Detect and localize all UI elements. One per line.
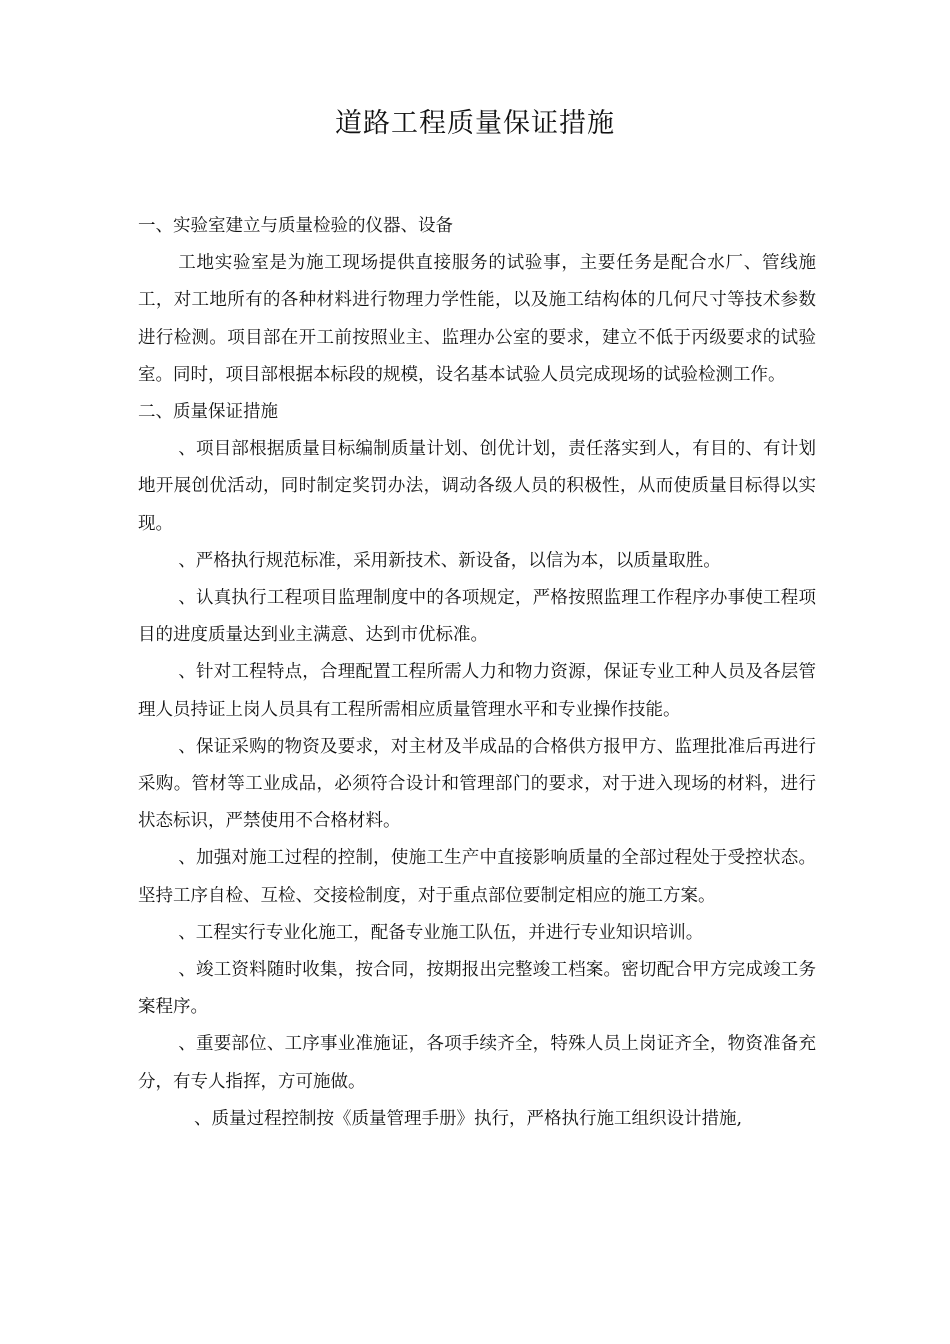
document-body — [138, 208, 816, 1138]
measure-item-8: 、竣工资料随时收集，按合同，按期报出完整竣工档案。密切配合甲方完成竣工务案程序。 — [138, 960, 816, 1018]
measure-item-10: 、质量过程控制按《质量管理手册》执行，严格执行施工组织设计措施, — [194, 1108, 743, 1129]
measure-item-9: 、重要部位、工序事业准施证，各项手续齐全，特殊人员上岗证齐全，物资准备充分，有专人指挥，方可施做。 — [138, 1034, 816, 1092]
document-title: 道路工程质量保证措施 — [335, 108, 615, 139]
section-1-heading: 一、实验室建立与质量检验的仪器、设备 — [138, 216, 453, 236]
section-1-paragraph: 工地实验室是为施工现场提供直接服务的试验事，主要任务是配合水厂、管线施工，对工地所有的各种材料进行物理力学性能，以及施工结构体的几何尺寸等技术参数进行检测。项目部在开工前按照业主、监理办公室的要求，建立不低于丙级要求的试验室。同时，项目部根据本标段的规模，设名基本试验人员完成现场的试验检测工作。 — [138, 253, 816, 385]
measure-item-3: 、认真执行工程项目监理制度中的各项规定，严格按照监理工作程序办事使工程项目的进度质量达到业主满意、达到市优标准。 — [138, 588, 816, 646]
measure-item-6: 、加强对施工过程的控制，使施工生产中直接影响质量的全部过程处于受控状态。坚持工序自检、互检、交接检制度，对于重点部位要制定相应的施工方案。 — [138, 848, 816, 906]
measure-item-4: 、针对工程特点，合理配置工程所需人力和物力资源，保证专业工种人员及各层管理人员持证上岗人员具有工程所需相应质量管理水平和专业操作技能。 — [138, 662, 816, 720]
section-2-heading: 二、质量保证措施 — [138, 402, 278, 423]
measure-item-2: 、严格执行规范标准，采用新技术、新设备，以信为本，以质量取胜。 — [178, 550, 721, 571]
measure-item-7: 、工程实行专业化施工，配备专业施工队伍，并进行专业知识培训。 — [178, 922, 704, 943]
measure-item-5: 、保证采购的物资及要求，对主材及半成品的合格供方报甲方、监理批准后再进行采购。管材等工业成品，必须符合设计和管理部门的要求，对于进入现场的材料，进行状态标识，严禁使用不合格材料。 — [138, 736, 816, 832]
measure-item-1: 、项目部根据质量目标编制质量计划、创优计划，责任落实到人，有目的、有计划地开展创优活动，同时制定奖罚办法，调动各级人员的积极性，从而使质量目标得以实现。 — [138, 439, 816, 534]
